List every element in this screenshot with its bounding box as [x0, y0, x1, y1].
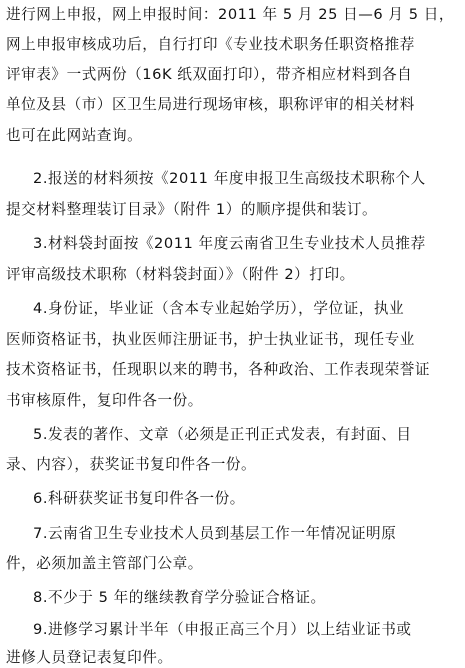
item-5-line-1: 5.发表的著作、文章（必须是正刊正式发表，有封面、目 [33, 426, 412, 443]
item-5-line-2: 录、内容），获奖证书复印件各一份。 [6, 456, 257, 473]
item-3-line-1: 3.材料袋封面按《2011 年度云南省卫生专业技术人员推荐 [33, 235, 426, 252]
item-4-line-4: 书审核原件，复印件各一份。 [6, 392, 203, 409]
item-4-line-3: 技术资格证书，任现职以来的聘书，各种政治、工作表现荣誉证 [6, 361, 431, 378]
text-line-5: 也可在此网站查询。 [6, 127, 143, 144]
text-line-1: 进行网上申报，网上申报时间：2011 年 5 月 25 日—6 月 5 日， [6, 6, 455, 23]
item-9-line-1: 9.进修学习累计半年（申报正高三个月）以上结业证书或 [33, 621, 412, 638]
item-9-line-2: 进修人员登记表复印件。 [6, 649, 173, 666]
item-6-line-1: 6.科研获奖证书复印件各一份。 [33, 490, 245, 507]
item-7-line-1: 7.云南省卫生专业技术人员到基层工作一年情况证明原 [33, 525, 397, 542]
item-8-line-1: 8.不少于 5 年的继续教育学分验证合格证。 [33, 589, 326, 606]
item-4-line-1: 4.身份证，毕业证（含本专业起始学历），学位证，执业 [33, 300, 405, 317]
text-line-4: 单位及县（市）区卫生局进行现场审核，职称评审的相关材料 [6, 96, 415, 113]
item-7-line-2: 件，必须加盖主管部门公章。 [6, 555, 203, 572]
item-4-line-2: 医师资格证书，执业医师注册证书，护士执业证书，现任专业 [6, 331, 415, 348]
item-3-line-2: 评审高级技术职称（材料袋封面）》（附件 2）打印。 [6, 266, 355, 283]
item-2-line-2: 提交材料整理装订目录》（附件 1）的顺序提供和装订。 [6, 201, 378, 218]
text-line-3: 评审表》一式两份（16K 纸双面打印），带齐相应材料到各自 [6, 66, 413, 83]
item-2-line-1: 2.报送的材料须按《2011 年度申报卫生高级技术职称个人 [33, 170, 426, 187]
text-line-2: 网上申报审核成功后，自行打印《专业技术职务任职资格推荐 [6, 36, 415, 53]
